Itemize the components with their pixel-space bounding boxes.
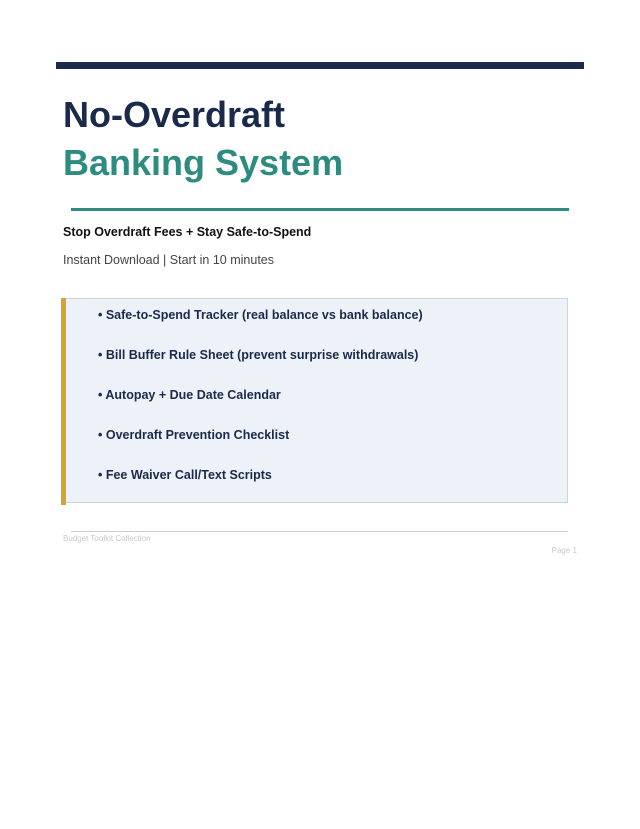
feature-item-autopay-calendar: • Autopay + Due Date Calendar	[98, 388, 281, 402]
feature-item-bill-buffer-rule-sheet: • Bill Buffer Rule Sheet (prevent surprise withdrawals)	[98, 348, 419, 362]
tagline: Instant Download | Start in 10 minutes	[63, 253, 274, 267]
page-title-line-1: No-Overdraft	[63, 94, 286, 135]
footer-collection-name: Budget Toolkit Collection	[63, 534, 151, 543]
features-accent-bar	[61, 298, 66, 505]
features-box	[61, 298, 568, 503]
footer-page-number: Page 1	[551, 546, 577, 555]
header-top-bar	[56, 62, 584, 69]
feature-item-safe-to-spend-tracker: • Safe-to-Spend Tracker (real balance vs bank balance)	[98, 308, 423, 322]
feature-item-fee-waiver-scripts: • Fee Waiver Call/Text Scripts	[98, 468, 272, 482]
subtitle: Stop Overdraft Fees + Stay Safe-to-Spend	[63, 225, 312, 239]
footer-divider	[71, 531, 568, 532]
feature-item-overdraft-checklist: • Overdraft Prevention Checklist	[98, 428, 290, 442]
page-title-line-2: Banking System	[63, 142, 344, 183]
title-divider	[71, 208, 569, 211]
